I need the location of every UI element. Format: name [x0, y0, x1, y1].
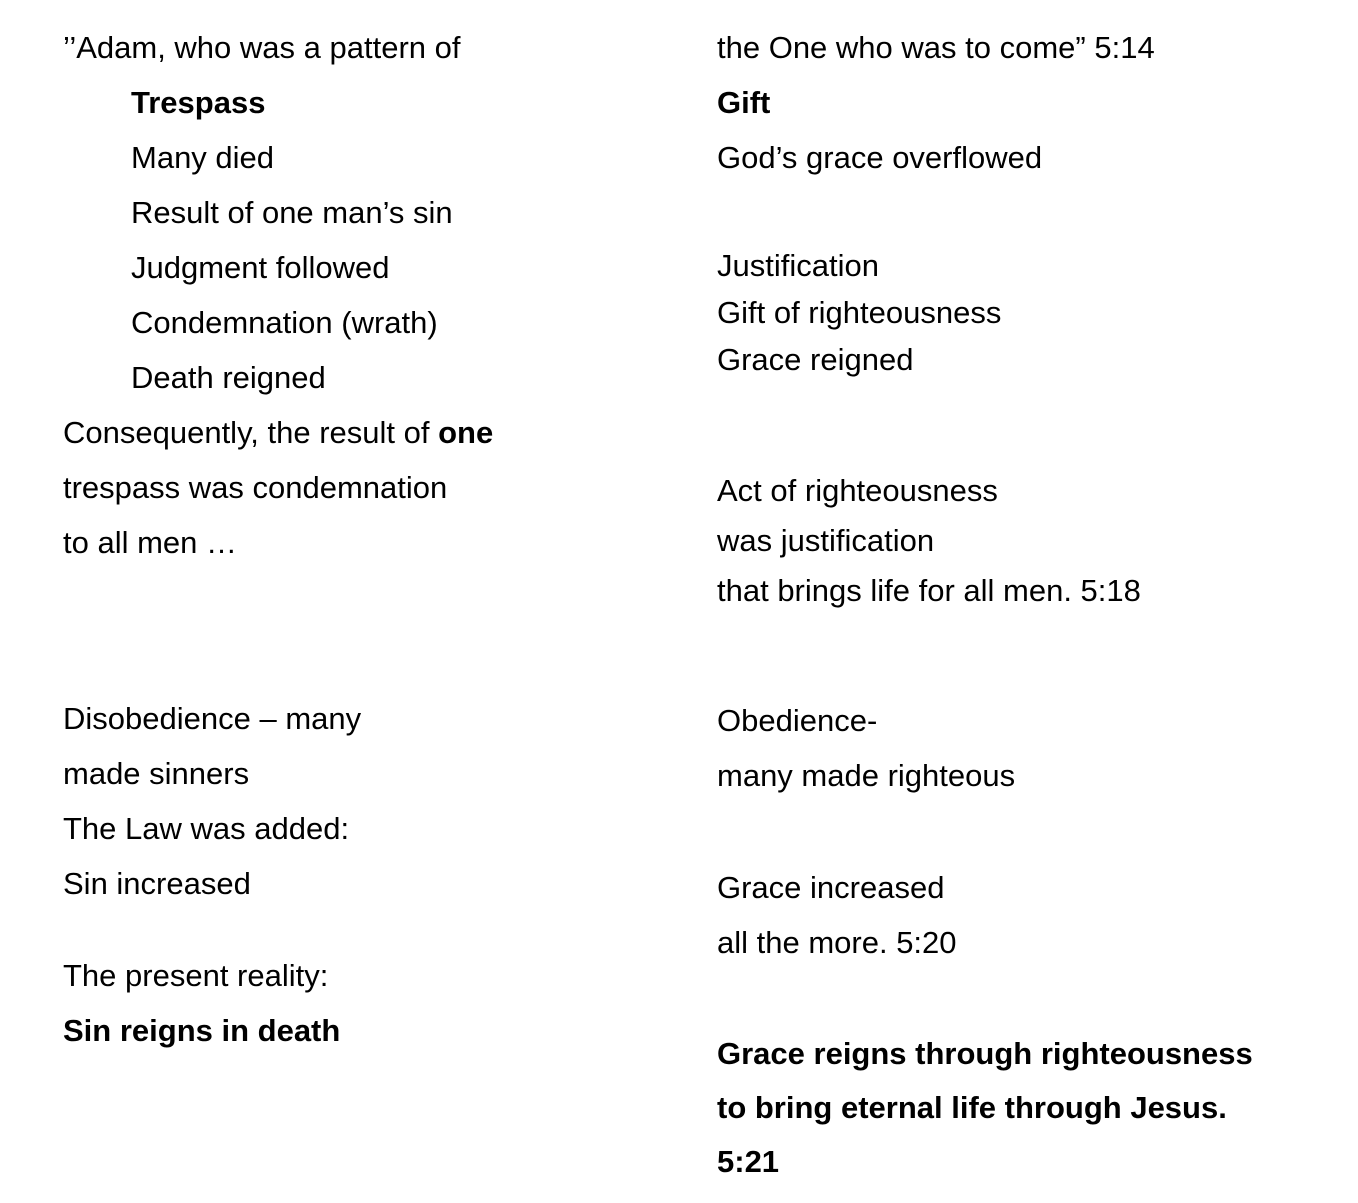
consequently-prefix: Consequently, the result of	[63, 415, 439, 450]
to-all-men-line: to all men …	[63, 525, 238, 560]
grace-reigns-line: Grace reigns through righteousness	[717, 1036, 1253, 1071]
adam-trespass-block	[63, 20, 493, 570]
made-sinners-line: made sinners	[63, 756, 250, 791]
grace-increased-line: Grace increased	[717, 870, 945, 905]
judgment-followed-line: Judgment followed	[131, 250, 390, 285]
obedience-block	[717, 693, 1015, 803]
gift-of-righteousness-line: Gift of righteousness	[717, 295, 1002, 330]
law-was-added-line: The Law was added:	[63, 811, 350, 846]
disobedience-many-line: Disobedience – many	[63, 701, 362, 736]
consequently-bold-one: one	[438, 415, 494, 450]
grace-reigned-line: Grace reigned	[717, 342, 914, 377]
act-of-righteousness-block	[717, 466, 1141, 616]
gift-heading: Gift	[717, 85, 771, 120]
eternal-life-line: to bring eternal life through Jesus.	[717, 1090, 1227, 1125]
justification-block	[717, 242, 1001, 383]
gift-block	[717, 20, 1155, 185]
condemnation-wrath-line: Condemnation (wrath)	[131, 305, 438, 340]
was-justification-line: was justification	[717, 523, 935, 558]
act-of-righteousness-line: Act of righteousness	[717, 473, 998, 508]
present-reality-block	[63, 948, 340, 1058]
sin-reigns-in-death-line: Sin reigns in death	[63, 1013, 341, 1048]
result-one-mans-sin-line: Result of one man’s sin	[131, 195, 453, 230]
many-made-righteous-line: many made righteous	[717, 758, 1016, 793]
grace-overflowed-line: God’s grace overflowed	[717, 140, 1043, 175]
trespass-condemnation-line: trespass was condemnation	[63, 470, 448, 505]
death-reigned-line: Death reigned	[131, 360, 326, 395]
adam-quote-line: ’’Adam, who was a pattern of	[63, 30, 461, 65]
present-reality-label: The present reality:	[63, 958, 329, 993]
many-died-line: Many died	[131, 140, 275, 175]
all-the-more-line: all the more. 5:20	[717, 925, 957, 960]
grace-increased-block	[717, 860, 957, 970]
brings-life-all-men-line: that brings life for all men. 5:18	[717, 573, 1141, 608]
sin-increased-line: Sin increased	[63, 866, 251, 901]
disobedience-block	[63, 691, 361, 911]
consequently-line	[63, 405, 493, 460]
justification-line: Justification	[717, 248, 879, 283]
one-to-come-line: the One who was to come” 5:14	[717, 30, 1155, 65]
obedience-line: Obedience-	[717, 703, 878, 738]
verse-5-21-line: 5:21	[717, 1144, 780, 1179]
grace-reigns-block	[717, 1027, 1253, 1189]
trespass-heading: Trespass	[131, 85, 266, 120]
